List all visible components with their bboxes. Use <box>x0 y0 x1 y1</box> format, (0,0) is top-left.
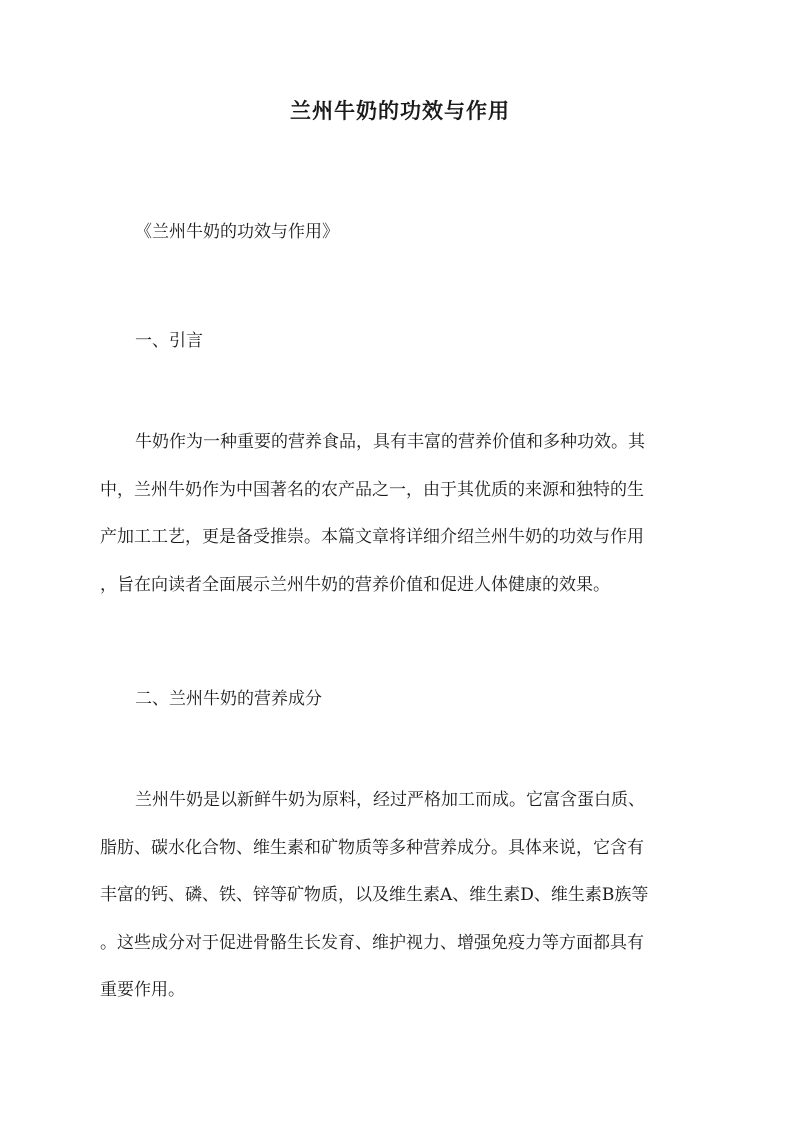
paragraph-line: 脂肪、碳水化合物、维生素和矿物质等多种营养成分。具体来说，它含有 <box>100 837 644 858</box>
paragraph-line: ，旨在向读者全面展示兰州牛奶的营养价值和促进人体健康的效果。 <box>100 574 610 595</box>
paragraph-line: 重要作用。 <box>100 980 185 1000</box>
document-subtitle: 《兰州牛奶的功效与作用》 <box>135 222 339 242</box>
section-heading-introduction: 一、引言 <box>135 331 203 351</box>
paragraph-line: 兰州牛奶是以新鲜牛奶为原料，经过严格加工而成。它富含蛋白质、 <box>135 790 645 810</box>
paragraph-line: 丰富的钙、磷、铁、锌等矿物质，以及维生素A、维生素D、维生素B族等 <box>100 885 649 905</box>
paragraph-line: 中，兰州牛奶作为中国著名的农产品之一，由于其优质的来源和独特的生 <box>100 479 644 500</box>
section-heading-nutrients: 二、兰州牛奶的营养成分 <box>135 689 322 709</box>
paragraph-line: 牛奶作为一种重要的营养食品，具有丰富的营养价值和多种功效。其 <box>135 432 645 452</box>
paragraph-introduction <box>100 419 700 609</box>
paragraph-nutrients <box>100 777 700 1015</box>
paragraph-line: 产加工工艺，更是备受推崇。本篇文章将详细介绍兰州牛奶的功效与作用 <box>100 527 644 547</box>
paragraph-line: 。这些成分对于促进骨骼生长发育、维护视力、增强免疫力等方面都具有 <box>100 932 644 953</box>
document-title: 兰州牛奶的功效与作用 <box>290 98 510 123</box>
